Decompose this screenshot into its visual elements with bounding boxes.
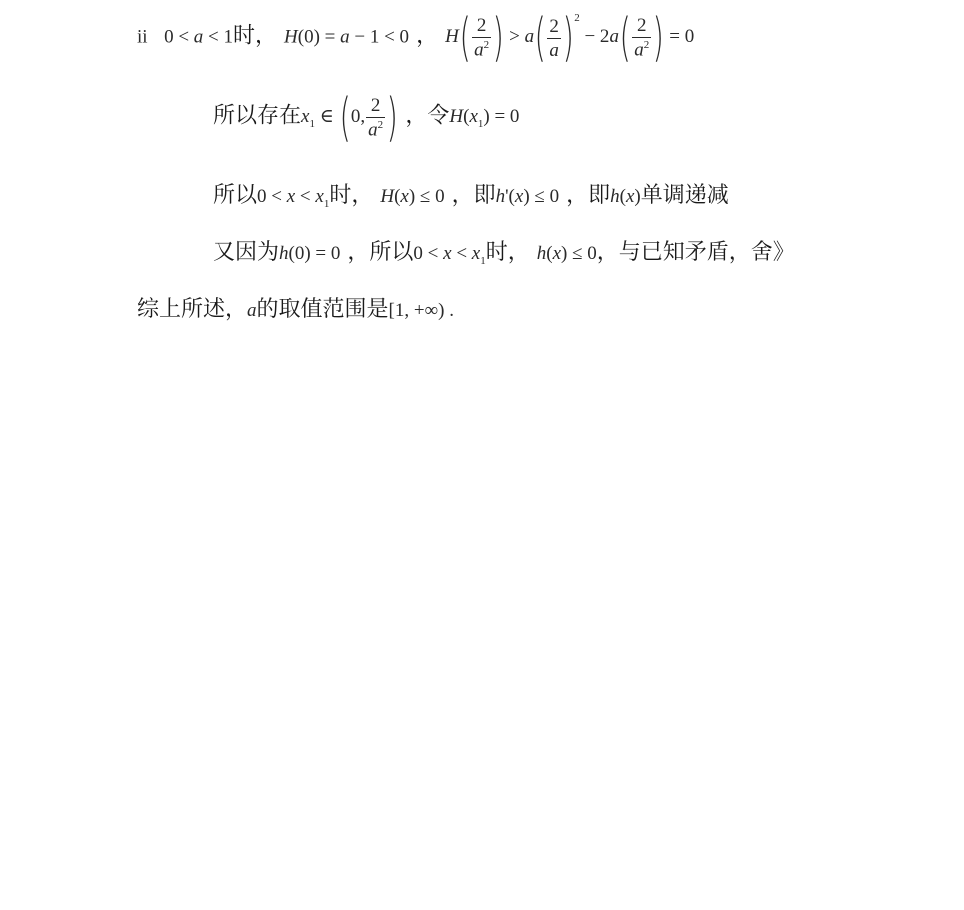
when-text-2: 时， [485,240,530,265]
range-math-2: $0 < x < x_1$ [413,243,486,267]
ie-text-2: ，即 [566,183,611,208]
range-math: $0 < x < x_1$ [257,186,330,210]
so-text: 所以 [213,183,258,208]
case-ii-line [137,8,695,68]
contradiction-line [213,235,795,267]
so-text-2: ，所以 [347,240,414,265]
range-text: 的取值范围是 [256,297,389,322]
summary-text: 综上所述， [137,297,248,322]
hx-math: H(x) ≤ 0 [380,186,445,207]
when-text: 时， [329,183,374,208]
case-label: ii [137,26,148,48]
contradiction-text: ，与已知矛盾，舍》 [596,240,795,265]
a-var-math: a [247,300,257,321]
h0-math: H(0) = a − 1 < 0 [284,26,410,48]
answer-interval-math: [1, +∞) . [388,300,454,321]
comma-text: ， [416,23,439,49]
hprime-math: h'(x) ≤ 0 [495,186,560,207]
hx-func-math: h(x) [610,186,641,207]
x1-interval-math: $x_1$ ∈ (0, $\frac{2}{a^2}$ ) [301,88,398,148]
let-text: ，令 [405,103,450,129]
inequality-math: H( $\frac{2}{a^2}$ ) > a( $\frac{2}{a}$ )$^2$ − 2a( $\frac{2}{a^2}$ ) = 0 [445,8,695,68]
ie-text-1: ，即 [451,183,496,208]
conclusion-line [137,292,454,323]
because-text: 又因为 [213,240,280,265]
monotonic-line [213,178,729,210]
h0-zero-math: h(0) = 0 [279,243,341,264]
hx1-math: $H(x_1) = 0$ [449,106,520,131]
when-text: 时， [233,23,278,49]
exists-text: 所以存在 [213,103,302,129]
hx-le-math: h(x) ≤ 0 [536,243,597,264]
decreasing-text: 单调递减 [640,183,729,208]
condition-math: 0 < a < 1 [154,26,233,48]
exists-line [213,88,520,148]
